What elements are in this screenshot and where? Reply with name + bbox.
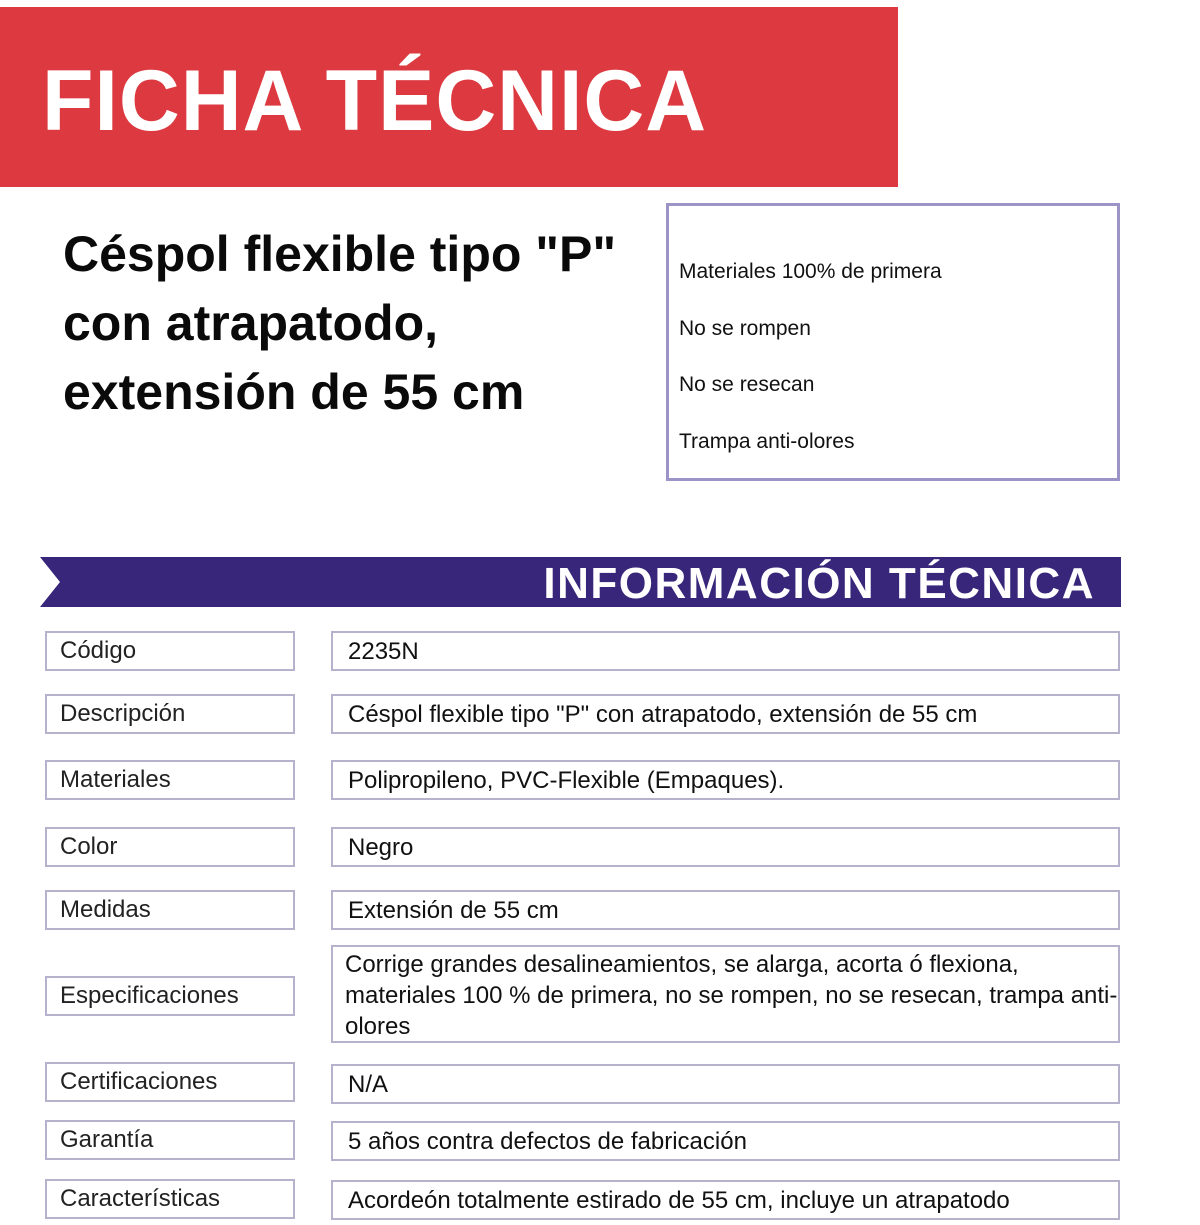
spec-label: Garantía xyxy=(45,1120,295,1160)
spec-label: Especificaciones xyxy=(45,976,295,1016)
spec-value: Acordeón totalmente estirado de 55 cm, incluye un atrapatodo xyxy=(331,1180,1120,1220)
ficha-tecnica-banner xyxy=(0,7,898,187)
spec-label: Certificaciones xyxy=(45,1062,295,1102)
spec-label: Color xyxy=(45,827,295,867)
spec-value: Céspol flexible tipo "P" con atrapatodo, extensión de 55 cm xyxy=(331,694,1120,734)
feature-item: No se rompen xyxy=(679,316,811,340)
spec-value: N/A xyxy=(331,1064,1120,1104)
spec-label: Materiales xyxy=(45,760,295,800)
banner-notch-shape xyxy=(40,557,60,607)
feature-item: Materiales 100% de primera xyxy=(679,260,942,283)
spec-value: 5 años contra defectos de fabricación xyxy=(331,1121,1120,1161)
spec-value: Polipropileno, PVC-Flexible (Empaques). xyxy=(331,760,1120,800)
feature-item: Trampa anti-olores xyxy=(679,429,855,453)
section-title: INFORMACIÓN TÉCNICA xyxy=(543,559,1095,608)
informacion-tecnica-banner xyxy=(40,557,1121,607)
product-title: Céspol flexible tipo "P" con atrapatodo, extensión de 55 cm xyxy=(63,226,617,420)
spec-label: Medidas xyxy=(45,890,295,930)
spec-label: Características xyxy=(45,1179,295,1219)
spec-value: Corrige grandes desalineamientos, se alarga, acorta ó flexiona, materiales 100 % de primera, no se rompen, no se resecan, trampa anti-olores xyxy=(331,945,1120,1043)
spec-label: Descripción xyxy=(45,694,295,734)
features-box xyxy=(666,203,1120,481)
spec-value: Extensión de 55 cm xyxy=(331,890,1120,930)
feature-item: No se resecan xyxy=(679,373,815,396)
spec-label: Código xyxy=(45,631,295,671)
document-title: FICHA TÉCNICA xyxy=(42,53,708,149)
spec-value: 2235N xyxy=(331,631,1120,671)
spec-value: Negro xyxy=(331,827,1120,867)
